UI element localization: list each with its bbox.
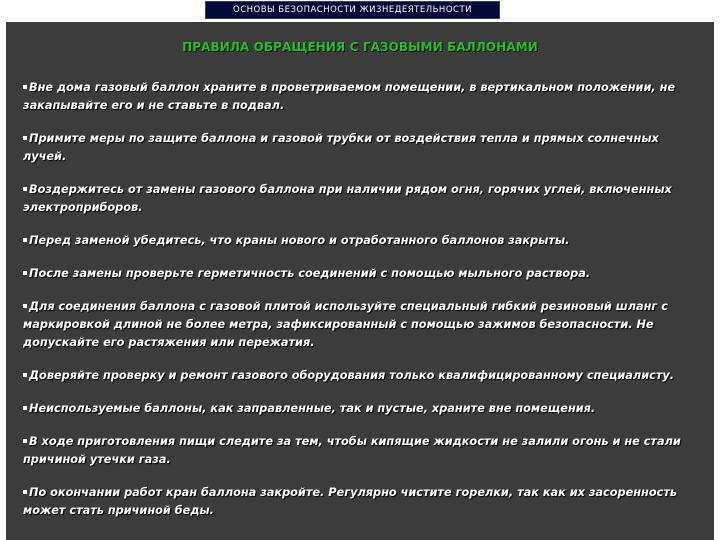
bullet-icon: [23, 304, 27, 308]
list-item: [23, 265, 703, 283]
list-item-text: По окончании работ кран баллона закройте. Регулярно чистите горелки, так как их засоренность может стать причиной беды.: [23, 486, 678, 517]
bullet-icon: [23, 373, 27, 377]
bullet-icon: [23, 136, 27, 140]
list-item-text: Вне дома газовый баллон храните в проветриваемом помещении, в вертикальном положении, не закапывайте его и не ставьте в подвал.: [23, 81, 676, 112]
bullet-icon: [23, 85, 27, 89]
list-item: [23, 232, 703, 250]
list-item-text: Перед заменой убедитесь, что краны нового и отработанного баллонов закрыты.: [29, 234, 570, 247]
bullet-icon: [23, 406, 27, 410]
list-item-text: Неиспользуемые баллоны, как заправленные, так и пустые, храните вне помещения.: [29, 402, 596, 415]
bullet-icon: [23, 490, 27, 494]
bullet-icon: [23, 187, 27, 191]
list-item: [23, 367, 703, 385]
header-title: ОСНОВЫ БЕЗОПАСНОСТИ ЖИЗНЕДЕЯТЕЛЬНОСТИ: [233, 5, 472, 15]
bullet-icon: [23, 238, 27, 242]
list-item-text: Примите меры по защите баллона и газовой трубки от воздействия тепла и прямых солнечных лучей.: [23, 132, 659, 163]
list-item: [23, 181, 703, 217]
slide-title: ПРАВИЛА ОБРАЩЕНИЯ С ГАЗОВЫМИ БАЛЛОНАМИ: [182, 40, 538, 54]
list-item-text: Для соединения баллона с газовой плитой используйте специальный гибкий резиновый шланг с маркировкой длиной не более метра, зафиксированный с помощью зажимов безопасности. Не допускайте его растяжения или пережатия.: [23, 300, 668, 349]
content-panel: [6, 22, 714, 540]
bullet-icon: [23, 439, 27, 443]
header-bar: [205, 1, 500, 19]
rules-list: [23, 79, 703, 535]
bullet-icon: [23, 271, 27, 275]
list-item: [23, 298, 703, 352]
list-item: [23, 484, 703, 520]
list-item: [23, 433, 703, 469]
list-item: [23, 130, 703, 166]
list-item: [23, 400, 703, 418]
list-item-text: После замены проверьте герметичность соединений с помощью мыльного раствора.: [29, 267, 591, 280]
list-item: [23, 79, 703, 115]
list-item-text: Воздержитесь от замены газового баллона при наличии рядом огня, горячих углей, включенных электроприборов.: [23, 183, 672, 214]
list-item-text: В ходе приготовления пищи следите за тем, чтобы кипящие жидкости не залили огонь и не стали причиной утечки газа.: [23, 435, 681, 466]
list-item-text: Доверяйте проверку и ремонт газового оборудования только квалифицированному специалисту.: [29, 369, 675, 382]
